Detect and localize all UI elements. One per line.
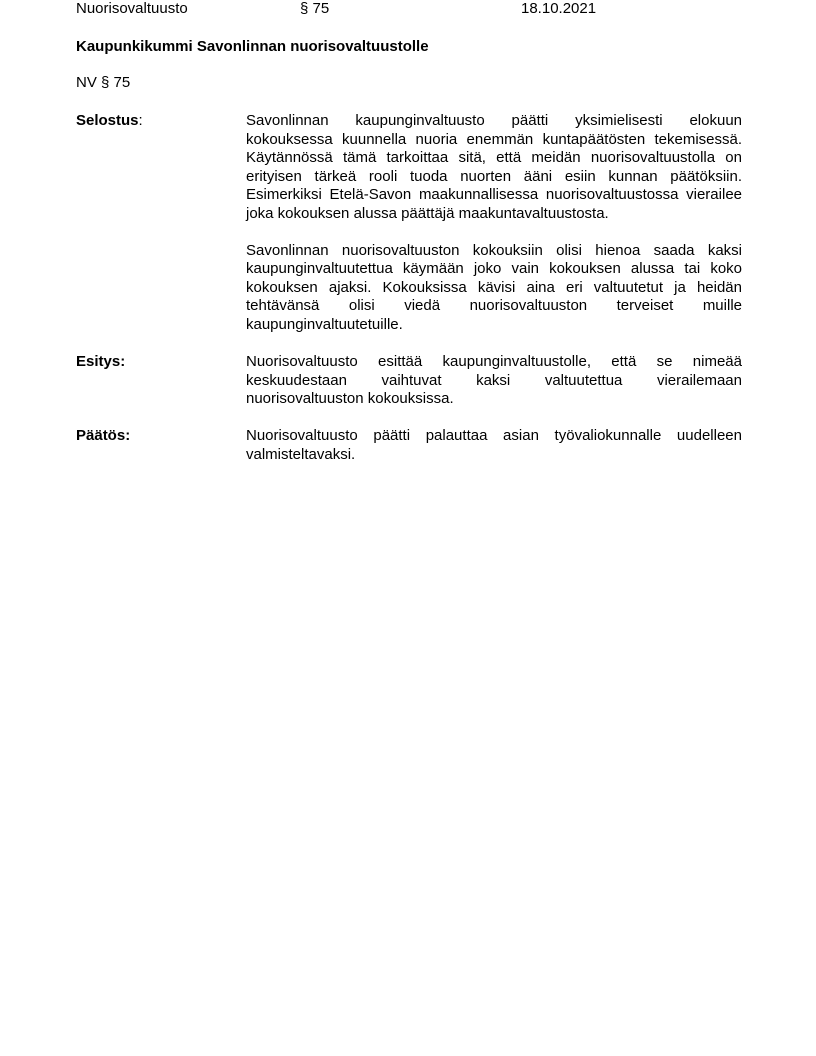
selostus-paragraph-1: Savonlinnan kaupunginvaltuusto päätti yksimielisesti elokuun kokouksessa kuunnella nuoria enemmän kuntapäätösten tekemisessä. Käytännössä tämä tarkoittaa sitä, että meidän nuorisovaltuustolla on erityisen tärkeä rooli tuoda nuorten ääni esiin kunnan päätöksiin. Esimerkiksi Etelä-Savon maakunnallisessa nuorisovaltuustossa vierailee joka kokouksen alussa päättäjä maakuntavaltuustosta.: [246, 112, 742, 222]
esitys-label: Esitys:: [76, 353, 126, 370]
esitys-content: [246, 353, 742, 409]
selostus-content: [246, 112, 742, 334]
section-reference: NV § 75: [76, 74, 131, 91]
header-body-name: Nuorisovaltuusto: [76, 0, 188, 17]
document-header: [76, 0, 756, 18]
selostus-label: [76, 112, 143, 131]
esitys-paragraph-1: Nuorisovaltuusto esittää kaupunginvaltuustolle, että se nimeää keskuudestaan vaihtuvat kaksi valtuutettua vierailemaan nuorisovaltuuston kokouksissa.: [246, 353, 742, 407]
selostus-label-colon: :: [138, 112, 143, 129]
header-section-number: § 75: [300, 0, 330, 17]
selostus-label-text: Selostus: [76, 112, 139, 129]
selostus-paragraph-2: Savonlinnan nuorisovaltuuston kokouksiin olisi hienoa saada kaksi kaupunginvaltuutettua käymään joko vain kokouksen alussa tai koko kokouksen ajaksi. Kokouksissa kävisi aina eri valtuutetut ja heidän tehtävänsä olisi viedä nuorisovaltuuston terveiset muille kaupunginvaltuutetuille.: [246, 241, 742, 333]
paatos-label: Päätös:: [76, 427, 131, 444]
document-title: Kaupunkikummi Savonlinnan nuorisovaltuustolle: [76, 38, 429, 55]
paatos-paragraph-1: Nuorisovaltuusto päätti palauttaa asian työvaliokunnalle uudelleen valmisteltavaksi.: [246, 427, 742, 463]
paatos-content: [246, 427, 742, 464]
header-date: 18.10.2021: [521, 0, 597, 17]
